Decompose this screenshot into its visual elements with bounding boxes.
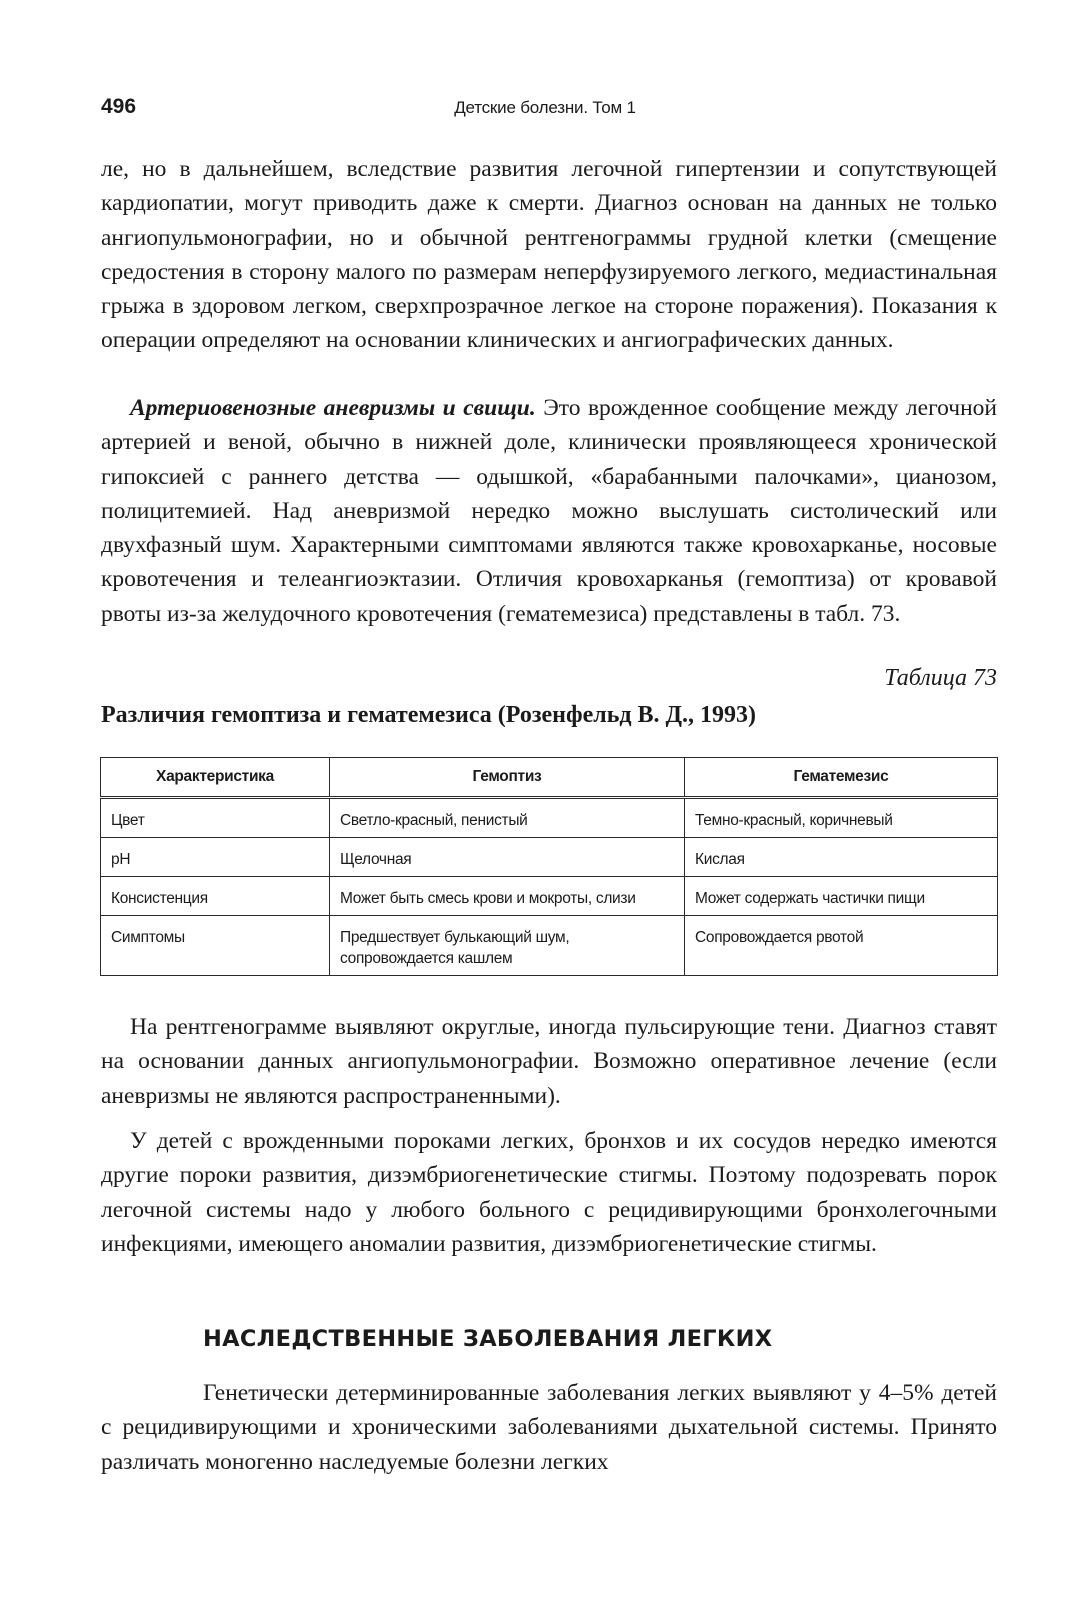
table-caption: Таблица 73: [884, 665, 997, 691]
table-cell: Предшествует булькающий шум, сопровождается кашлем: [330, 916, 685, 976]
comparison-table: [100, 757, 998, 976]
table-row: [101, 838, 998, 877]
table-cell: Сопровождается рвотой: [685, 916, 998, 976]
table-row: [101, 877, 998, 916]
table-row: [101, 916, 998, 976]
table-cell: Темно-красный, коричневый: [685, 798, 998, 838]
table-cell: Может быть смесь крови и мокроты, слизи: [330, 877, 685, 916]
table-cell: Симптомы: [101, 916, 330, 976]
paragraph-2-term: Артериовенозные аневризмы и свищи.: [130, 395, 536, 421]
paragraph-5: Генетически детерминированные заболевания легких выявляют у 4–5% детей с рецидивирующими и хроническими заболеваниями дыхательной системы. Принято различать моногенно наследуемые болезни легких: [101, 1380, 997, 1475]
paragraph-4: У детей с врожденными пороками легких, бронхов и их сосудов нередко имеются другие пороки развития, дизэмбриогенетические стигмы. Поэтому подозревать порок легочной системы надо у любого больного с рецидивирующими бронхолегочными инфекциями, имеющего аномалии развития, дизэмбриогенетические стигмы.: [101, 1128, 997, 1257]
section-heading: НАСЛЕДСТВЕННЫЕ ЗАБОЛЕВАНИЯ ЛЕГКИХ: [203, 1326, 773, 1352]
table-cell: pH: [101, 838, 330, 877]
paragraph-2-text: Это врожденное сообщение между легочной артерией и веной, обычно в нижней доле, клинически проявляющееся хронической гипоксией с раннего детства — одышкой, «барабанными палочками», цианозом, полицитемией. Над аневризмой нередко можно выслушать систолический или двухфазный шум. Характерными симптомами являются также кровохарканье, носовые кровотечения и телеангиоэктазии. Отличия кровохарканья (гемоптиза) от кровавой рвоты из-за желудочного кровотечения (гематемезиса) представлены в табл. 73.: [101, 395, 997, 627]
table-cell: Цвет: [101, 798, 330, 838]
table-title: Различия гемоптиза и гематемезиса (Розенфельд В. Д., 1993): [101, 702, 757, 728]
table-cell: Может содержать частички пищи: [685, 877, 998, 916]
paragraph-2: [101, 391, 997, 631]
table-cell: Кислая: [685, 838, 998, 877]
table-header-row: [101, 758, 998, 798]
table-cell: Консистенция: [101, 877, 330, 916]
table-header-cell: Характеристика: [101, 758, 330, 798]
paragraph-3: На рентгенограмме выявляют округлые, иногда пульсирующие тени. Диагноз ставят на основании данных ангиопульмонографии. Возможно оперативное лечение (если аневризмы не являются распространенными).: [101, 1014, 997, 1109]
table-row: [101, 798, 998, 838]
table-header-cell: Гемоптиз: [330, 758, 685, 798]
paragraph-1: ле, но в дальнейшем, вследствие развития легочной гипертензии и сопутствующей кардиопатии, могут приводить даже к смерти. Диагноз основан на данных не только ангиопульмонографии, но и обычной рентгенограммы грудной клетки (смещение средостения в сторону малого по размерам неперфузируемого легкого, медиастинальная грыжа в здоровом легком, сверхпрозрачное легкое на стороне поражения). Показания к операции определяют на основании клинических и ангиографических данных.: [101, 156, 997, 354]
table-cell: Светло-красный, пенистый: [330, 798, 685, 838]
table-cell: Щелочная: [330, 838, 685, 877]
page-number: 496: [101, 95, 137, 118]
running-title: Детские болезни. Том 1: [454, 98, 636, 117]
table-header-cell: Гематемезис: [685, 758, 998, 798]
